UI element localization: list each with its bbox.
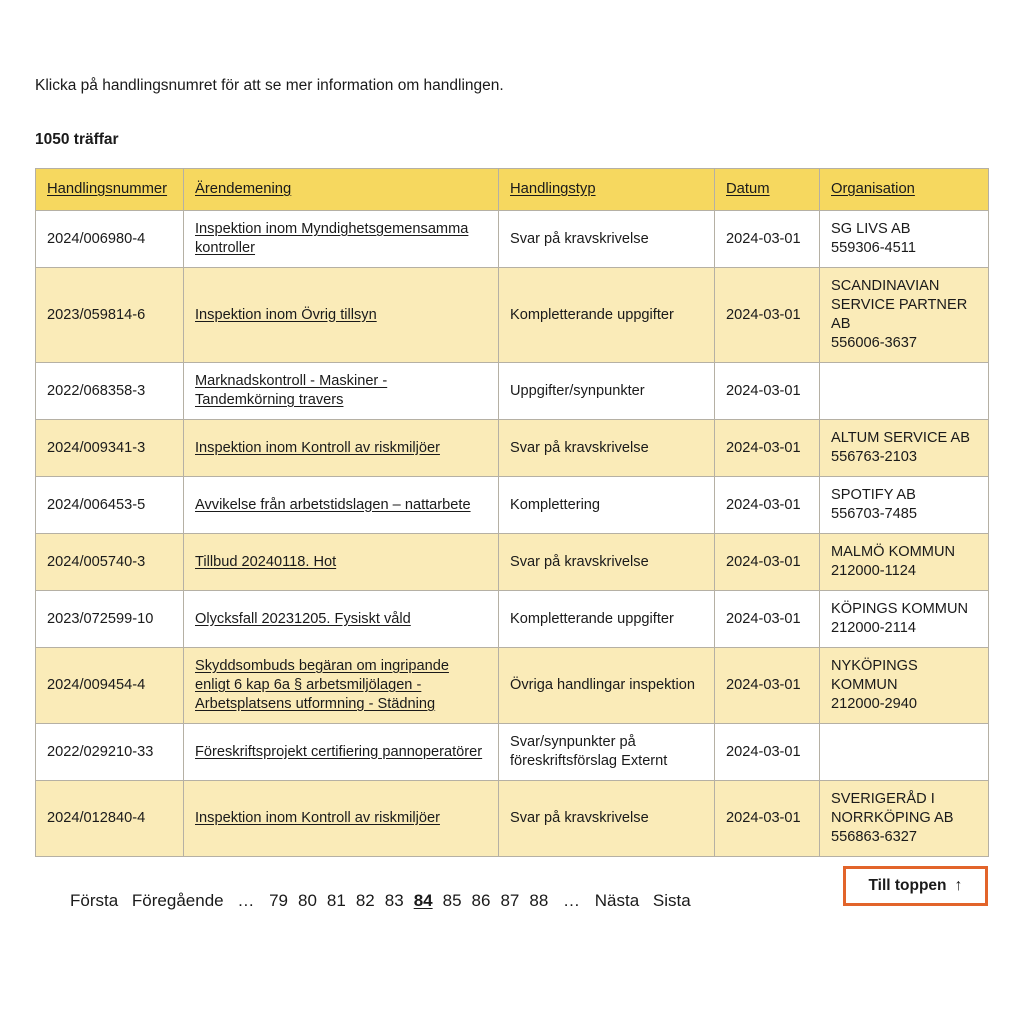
column-header-handlingstyp[interactable] bbox=[499, 169, 715, 211]
cell-handlingsnummer: 2022/029210-33 bbox=[36, 724, 184, 781]
results-table-container bbox=[35, 168, 988, 857]
cell-handlingstyp: Kompletterande uppgifter bbox=[499, 591, 715, 648]
table-row bbox=[36, 591, 989, 648]
cell-datum: 2024-03-01 bbox=[715, 534, 820, 591]
organisation-line: SCANDINAVIAN SERVICE PARTNER AB bbox=[831, 278, 968, 332]
column-header-datum[interactable] bbox=[715, 169, 820, 211]
organisation-line: KÖPINGS KOMMUN bbox=[831, 601, 969, 617]
arrow-up-icon: ↑ bbox=[954, 877, 963, 894]
document-link[interactable]: Marknadskontroll - Maskiner - Tandemkörning travers bbox=[195, 373, 388, 408]
cell-handlingstyp: Svar på kravskrivelse bbox=[499, 781, 715, 857]
column-header-organisation-label[interactable]: Organisation bbox=[831, 181, 915, 197]
pagination bbox=[70, 891, 691, 911]
cell-organisation bbox=[820, 477, 989, 534]
cell-handlingstyp: Svar/synpunkter på föreskriftsförslag Externt bbox=[499, 724, 715, 781]
back-to-top-label: Till toppen bbox=[868, 877, 947, 894]
cell-handlingstyp: Uppgifter/synpunkter bbox=[499, 363, 715, 420]
pagination-page-current[interactable]: 84 bbox=[413, 891, 433, 910]
table-row bbox=[36, 268, 989, 363]
organisation-line: ALTUM SERVICE AB bbox=[831, 430, 970, 446]
cell-organisation bbox=[820, 420, 989, 477]
cell-organisation bbox=[820, 534, 989, 591]
results-header-row bbox=[36, 169, 989, 211]
column-header-arendemening[interactable] bbox=[184, 169, 499, 211]
cell-organisation bbox=[820, 268, 989, 363]
cell-organisation bbox=[820, 363, 989, 420]
pagination-page[interactable]: 83 bbox=[384, 891, 404, 910]
results-table-body bbox=[36, 211, 989, 857]
column-header-handlingstyp-label[interactable]: Handlingstyp bbox=[510, 181, 596, 197]
cell-arendemening bbox=[184, 724, 499, 781]
cell-arendemening bbox=[184, 211, 499, 268]
table-row bbox=[36, 420, 989, 477]
column-header-organisation[interactable] bbox=[820, 169, 989, 211]
back-to-top-button[interactable] bbox=[843, 866, 988, 906]
table-row bbox=[36, 781, 989, 857]
document-link[interactable]: Avvikelse från arbetstidslagen – nattarbete bbox=[195, 496, 471, 513]
cell-datum: 2024-03-01 bbox=[715, 781, 820, 857]
cell-arendemening bbox=[184, 477, 499, 534]
pagination-page[interactable]: 86 bbox=[471, 891, 491, 910]
cell-organisation bbox=[820, 781, 989, 857]
table-row bbox=[36, 363, 989, 420]
document-link[interactable]: Tillbud 20240118. Hot bbox=[195, 553, 337, 570]
pagination-first[interactable]: Första bbox=[70, 891, 119, 910]
pagination-page[interactable]: 81 bbox=[326, 891, 346, 910]
cell-organisation bbox=[820, 648, 989, 724]
cell-datum: 2024-03-01 bbox=[715, 648, 820, 724]
pagination-trailing-ellipsis: … bbox=[563, 891, 581, 910]
column-header-handlingsnummer-label[interactable]: Handlingsnummer bbox=[47, 181, 168, 197]
cell-handlingsnummer: 2024/006453-5 bbox=[36, 477, 184, 534]
document-link[interactable]: Skyddsombuds begäran om ingripande enligt 6 kap 6a § arbetsmiljölagen - Arbetsplatsens utformning - Städning bbox=[195, 658, 449, 712]
cell-handlingstyp: Svar på kravskrivelse bbox=[499, 420, 715, 477]
pagination-next[interactable]: Nästa bbox=[594, 891, 640, 910]
cell-organisation bbox=[820, 591, 989, 648]
cell-handlingsnummer: 2024/005740-3 bbox=[36, 534, 184, 591]
hits-count: 1050 träffar bbox=[35, 131, 119, 148]
cell-handlingsnummer: 2024/009341-3 bbox=[36, 420, 184, 477]
organisation-line: 212000-2114 bbox=[831, 620, 916, 636]
organisation-line: 556863-6327 bbox=[831, 829, 918, 845]
document-link[interactable]: Olycksfall 20231205. Fysiskt våld bbox=[195, 610, 411, 627]
cell-arendemening bbox=[184, 591, 499, 648]
cell-datum: 2024-03-01 bbox=[715, 363, 820, 420]
document-link[interactable]: Inspektion inom Övrig tillsyn bbox=[195, 306, 377, 323]
column-header-arendemening-label[interactable]: Ärendemening bbox=[195, 181, 292, 197]
cell-arendemening bbox=[184, 648, 499, 724]
organisation-line: NYKÖPINGS KOMMUN bbox=[831, 658, 918, 693]
cell-arendemening bbox=[184, 420, 499, 477]
cell-handlingstyp: Övriga handlingar inspektion bbox=[499, 648, 715, 724]
table-row bbox=[36, 211, 989, 268]
document-link[interactable]: Inspektion inom Kontroll av riskmiljöer bbox=[195, 439, 440, 456]
cell-datum: 2024-03-01 bbox=[715, 591, 820, 648]
cell-handlingsnummer: 2022/068358-3 bbox=[36, 363, 184, 420]
document-link[interactable]: Inspektion inom Myndighetsgemensamma kontroller bbox=[195, 221, 469, 256]
organisation-line: 212000-2940 bbox=[831, 696, 918, 712]
document-link[interactable]: Föreskriftsprojekt certifiering pannoperatörer bbox=[195, 743, 483, 760]
pagination-page[interactable]: 87 bbox=[500, 891, 520, 910]
cell-handlingstyp: Svar på kravskrivelse bbox=[499, 211, 715, 268]
cell-arendemening bbox=[184, 781, 499, 857]
table-row bbox=[36, 534, 989, 591]
cell-handlingsnummer: 2024/006980-4 bbox=[36, 211, 184, 268]
organisation-line: 556763-2103 bbox=[831, 449, 918, 465]
column-header-handlingsnummer[interactable] bbox=[36, 169, 184, 211]
cell-handlingstyp: Kompletterande uppgifter bbox=[499, 268, 715, 363]
cell-datum: 2024-03-01 bbox=[715, 268, 820, 363]
pagination-leading-ellipsis: … bbox=[237, 891, 255, 910]
cell-datum: 2024-03-01 bbox=[715, 420, 820, 477]
results-table bbox=[35, 168, 989, 857]
pagination-number-list bbox=[269, 891, 558, 910]
organisation-line: 559306-4511 bbox=[831, 240, 916, 256]
organisation-line: SVERIGERÅD I NORRKÖPING AB bbox=[831, 791, 954, 826]
pagination-last[interactable]: Sista bbox=[652, 891, 691, 910]
cell-handlingsnummer: 2024/012840-4 bbox=[36, 781, 184, 857]
cell-organisation bbox=[820, 724, 989, 781]
table-row bbox=[36, 724, 989, 781]
pagination-page[interactable]: 80 bbox=[298, 891, 317, 910]
organisation-line: 556703-7485 bbox=[831, 506, 918, 522]
results-table-head bbox=[36, 169, 989, 211]
cell-datum: 2024-03-01 bbox=[715, 211, 820, 268]
cell-arendemening bbox=[184, 363, 499, 420]
cell-arendemening bbox=[184, 268, 499, 363]
intro-text: Klicka på handlingsnumret för att se mer information om handlingen. bbox=[35, 77, 504, 94]
cell-handlingsnummer: 2023/072599-10 bbox=[36, 591, 184, 648]
cell-datum: 2024-03-01 bbox=[715, 724, 820, 781]
organisation-line: 556006-3637 bbox=[831, 335, 918, 351]
document-link[interactable]: Inspektion inom Kontroll av riskmiljöer bbox=[195, 810, 440, 826]
cell-handlingstyp: Svar på kravskrivelse bbox=[499, 534, 715, 591]
table-row bbox=[36, 648, 989, 724]
pagination-page[interactable]: 82 bbox=[355, 891, 375, 910]
organisation-line: SPOTIFY AB bbox=[831, 487, 916, 503]
cell-handlingstyp: Komplettering bbox=[499, 477, 715, 534]
organisation-line: MALMÖ KOMMUN bbox=[831, 544, 956, 560]
cell-datum: 2024-03-01 bbox=[715, 477, 820, 534]
cell-organisation bbox=[820, 211, 989, 268]
pagination-page[interactable]: 79 bbox=[269, 891, 288, 910]
pagination-previous[interactable]: Föregående bbox=[131, 891, 224, 910]
column-header-datum-label[interactable]: Datum bbox=[726, 181, 770, 197]
cell-arendemening bbox=[184, 534, 499, 591]
pagination-page[interactable]: 88 bbox=[529, 891, 549, 910]
cell-handlingsnummer: 2023/059814-6 bbox=[36, 268, 184, 363]
table-row bbox=[36, 477, 989, 534]
cell-handlingsnummer: 2024/009454-4 bbox=[36, 648, 184, 724]
organisation-line: SG LIVS AB bbox=[831, 221, 911, 237]
organisation-line: 212000-1124 bbox=[831, 563, 916, 579]
pagination-page[interactable]: 85 bbox=[442, 891, 462, 910]
